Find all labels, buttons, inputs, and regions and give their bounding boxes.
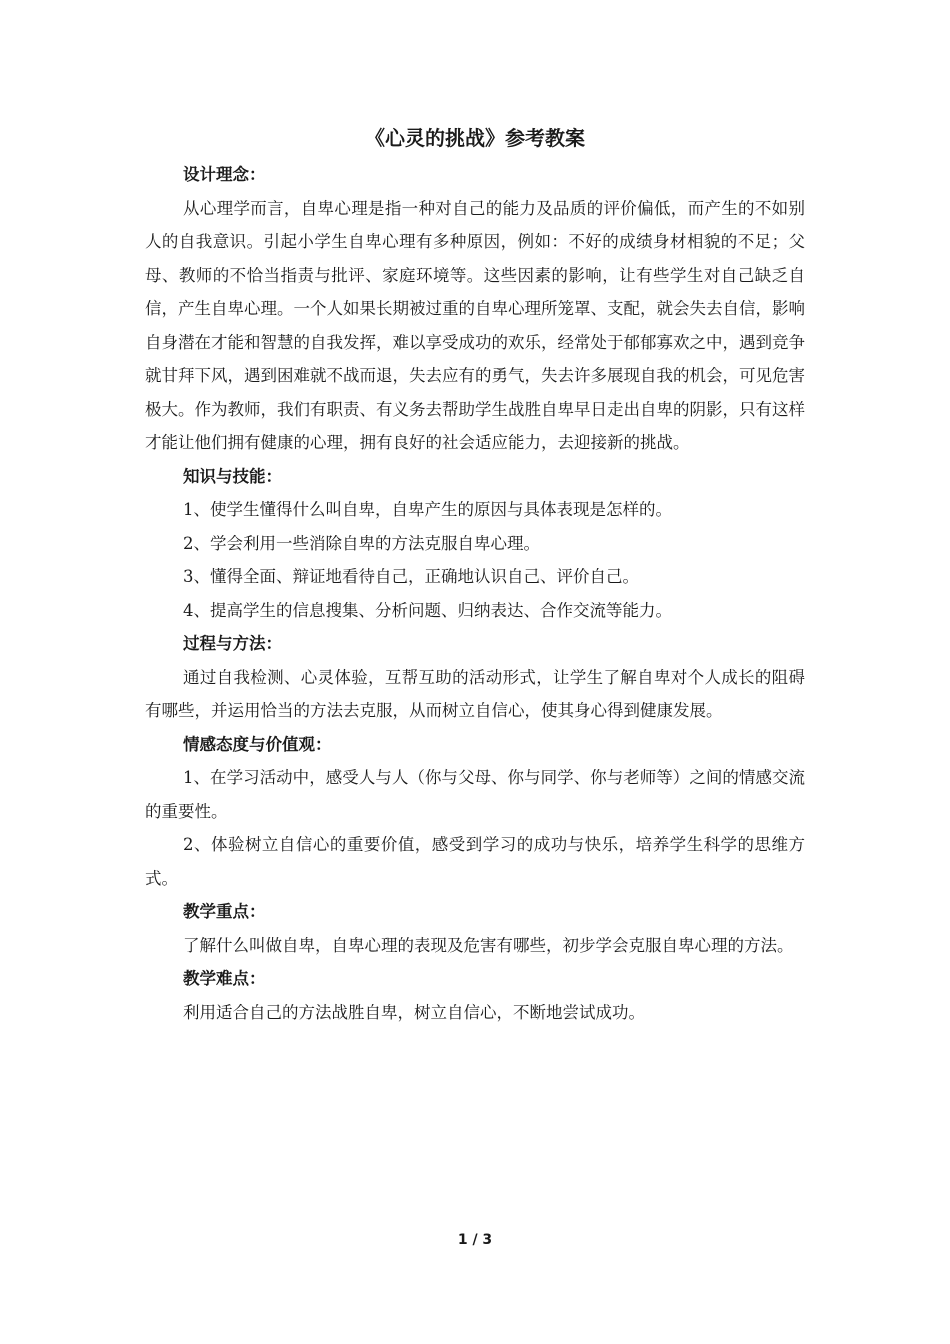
list-item: 1、在学习活动中，感受人与人（你与父母、你与同学、你与老师等）之间的情感交流的重要性。 xyxy=(145,768,805,821)
paragraph: 通过自我检测、心灵体验，互帮互助的活动形式，让学生了解自卑对个人成长的阻碍有哪些，并运用恰当的方法去克服，从而树立自信心，使其身心得到健康发展。 xyxy=(145,667,805,720)
section-knowledge-skills xyxy=(145,460,805,628)
section-teaching-difficulties xyxy=(145,962,805,1029)
section-teaching-keypoints xyxy=(145,895,805,962)
section-heading-difficulties: 教学难点： xyxy=(183,969,266,988)
section-design-concept xyxy=(145,158,805,460)
list-item: 2、体验树立自信心的重要价值，感受到学习的成功与快乐，培养学生科学的思维方式。 xyxy=(145,835,805,888)
paragraph: 利用适合自己的方法战胜自卑，树立自信心，不断地尝试成功。 xyxy=(183,1002,645,1022)
paragraph: 了解什么叫做自卑，自卑心理的表现及危害有哪些，初步学会克服自卑心理的方法。 xyxy=(183,935,794,955)
list-item: 1、使学生懂得什么叫自卑，自卑产生的原因与具体表现是怎样的。 xyxy=(183,500,672,519)
section-process-method xyxy=(145,627,805,728)
paragraph: 从心理学而言，自卑心理是指一种对自己的能力及品质的评价偏低，而产生的不如别人的自我意识。引起小学生自卑心理有多种原因，例如：不好的成绩身材相貌的不足；父母、教师的不恰当指责与批评、家庭环境等。这些因素的影响，让有些学生对自己缺乏自信，产生自卑心理。一个人如果长期被过重的自卑心理所笼罩、支配，就会失去自信，影响自身潜在才能和智慧的自我发挥，难以享受成功的欢乐，经常处于郁郁寡欢之中，遇到竞争就甘拜下风，遇到困难就不战而退，失去应有的勇气，失去许多展现自我的机会，可见危害极大。作为教师，我们有职责、有义务去帮助学生战胜自卑早日走出自卑的阴影，只有这样才能让他们拥有健康的心理，拥有良好的社会适应能力，去迎接新的挑战。 xyxy=(145,198,805,452)
section-heading-emotion: 情感态度与价值观： xyxy=(183,734,332,754)
page-number: 1 / 3 xyxy=(457,1232,493,1248)
document-title: 《心灵的挑战》参考教案 xyxy=(365,126,585,150)
section-heading-keypoints: 教学重点： xyxy=(183,902,266,921)
section-heading-design: 设计理念： xyxy=(183,165,266,184)
section-emotion-values xyxy=(145,728,805,896)
document-body xyxy=(145,158,805,1029)
section-heading-process: 过程与方法： xyxy=(183,634,282,653)
list-item: 3、懂得全面、辩证地看待自己，正确地认识自己、评价自己。 xyxy=(183,567,639,586)
list-item: 2、学会利用一些消除自卑的方法克服自卑心理。 xyxy=(183,533,540,553)
list-item: 4、提高学生的信息搜集、分析问题、归纳表达、合作交流等能力。 xyxy=(183,600,672,620)
section-heading-knowledge: 知识与技能： xyxy=(183,466,282,486)
